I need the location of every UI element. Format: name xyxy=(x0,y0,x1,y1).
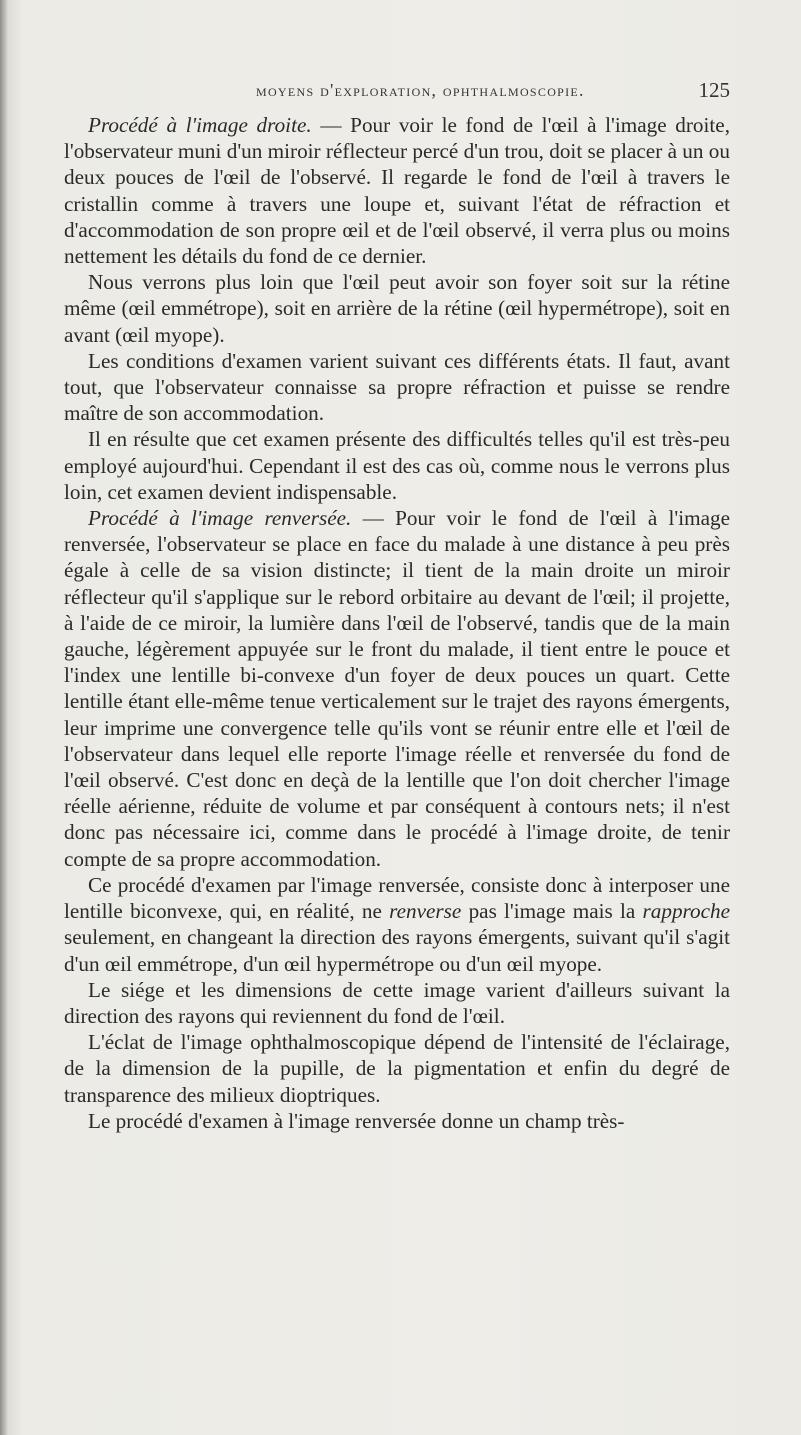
paragraph-text: Ce procédé d'examen par l'image renversée, consiste donc à interposer une lentille biconvexe, qui, en réalité, ne xyxy=(64,872,730,924)
paragraph-image-droite xyxy=(64,112,730,269)
paragraph-eclat: L'éclat de l'image ophthalmoscopique dépend de l'intensité de l'éclairage, de la dimension de la pupille, de la pigmentation et enfin du degré de transparence des milieux dioptriques. xyxy=(64,1030,730,1107)
paragraph-text: — Pour voir le fond de l'œil à l'image droite, l'observateur muni d'un miroir réflecteur percé d'un trou, doit se placer à un ou deux pouces de l'œil de l'observé. Il regarde le fond de l'œil à travers le cristallin comme à travers une loupe et, suivant l'état de réfraction et d'accommodation de son propre œil et de l'œil observé, il verra plus ou moins nettement les détails du fond de ce dernier. xyxy=(64,113,731,269)
paragraph-siege: Le siége et les dimensions de cette image varient d'ailleurs suivant la direction des rayons qui reviennent du fond de l'œil. xyxy=(64,977,730,1028)
paragraph-foyer: Nous verrons plus loin que l'œil peut avoir son foyer soit sur la rétine même (œil emmétrope), soit en arrière de la rétine (œil hypermétrope), soit en avant (œil myope). xyxy=(64,270,730,347)
paragraph-difficultes: Il en résulte que cet examen présente des difficultés telles qu'il est très-peu employé aujourd'hui. Cependant il est des cas où, comme nous le verrons plus loin, cet examen devient indispensable. xyxy=(64,427,730,504)
running-title: moyens d'exploration, ophthalmoscopie. xyxy=(256,80,585,100)
emphasis-renverse: renverse xyxy=(389,899,462,924)
paragraph-text: seulement, en changeant la direction des rayons émergents, suivant qu'il s'agit d'un œil emmétrope, d'un œil hypermétrope ou d'un œil myope. xyxy=(64,925,730,976)
paragraph-lentille xyxy=(64,872,730,977)
paragraph-image-renversee xyxy=(64,505,730,872)
page-gutter-shadow xyxy=(0,0,8,1435)
paragraph-text: pas l'image mais la xyxy=(461,899,643,924)
emphasis-rapproche: rapproche xyxy=(642,899,730,924)
running-head xyxy=(256,80,730,110)
paragraph-champ: Le procédé d'examen à l'image renversée donne un champ très- xyxy=(88,1108,625,1133)
section-heading-image-droite: Procédé à l'image droite. xyxy=(88,113,312,137)
paragraph-conditions: Les conditions d'examen varient suivant ces différents états. Il faut, avant tout, que l'observateur connaisse sa propre réfraction et puisse se rendre maître de son accommodation. xyxy=(64,348,730,426)
body-text xyxy=(64,112,730,1134)
paragraph-text: — Pour voir le fond de l'œil à l'image renversée, l'observateur se place en face du malade à une distance à peu près égale à celle de sa vision distincte; il tient de la main droite un miroir réflecteur qu'il s'applique sur le rebord orbitaire au devant de l'œil; il projette, à l'aide de ce miroir, la lumière dans l'œil de l'observé, tandis que de la main gauche, légèrement appuyée sur le front du malade, il tient entre le pouce et l'index une lentille bi-convexe d'un foyer de deux pouces un quart. Cette lentille étant elle-même tenue verticalement sur le trajet des rayons émergents, leur imprime une convergence telle qu'ils vont se réunir entre elle et l'œil de l'observateur dans lequel elle reporte l'image réelle et renversée du fond de l'œil observé. C'est donc en deçà de la lentille que l'on doit chercher l'image réelle aérienne, réduite de volume et par conséquent à contours nets; il n'est donc pas nécessaire ici, comme dans le procédé à l'image droite, de tenir compte de sa propre accommodation. xyxy=(64,506,731,871)
page-number: 125 xyxy=(698,78,730,102)
section-heading-image-renversee: Procédé à l'image renversée. xyxy=(88,506,352,531)
